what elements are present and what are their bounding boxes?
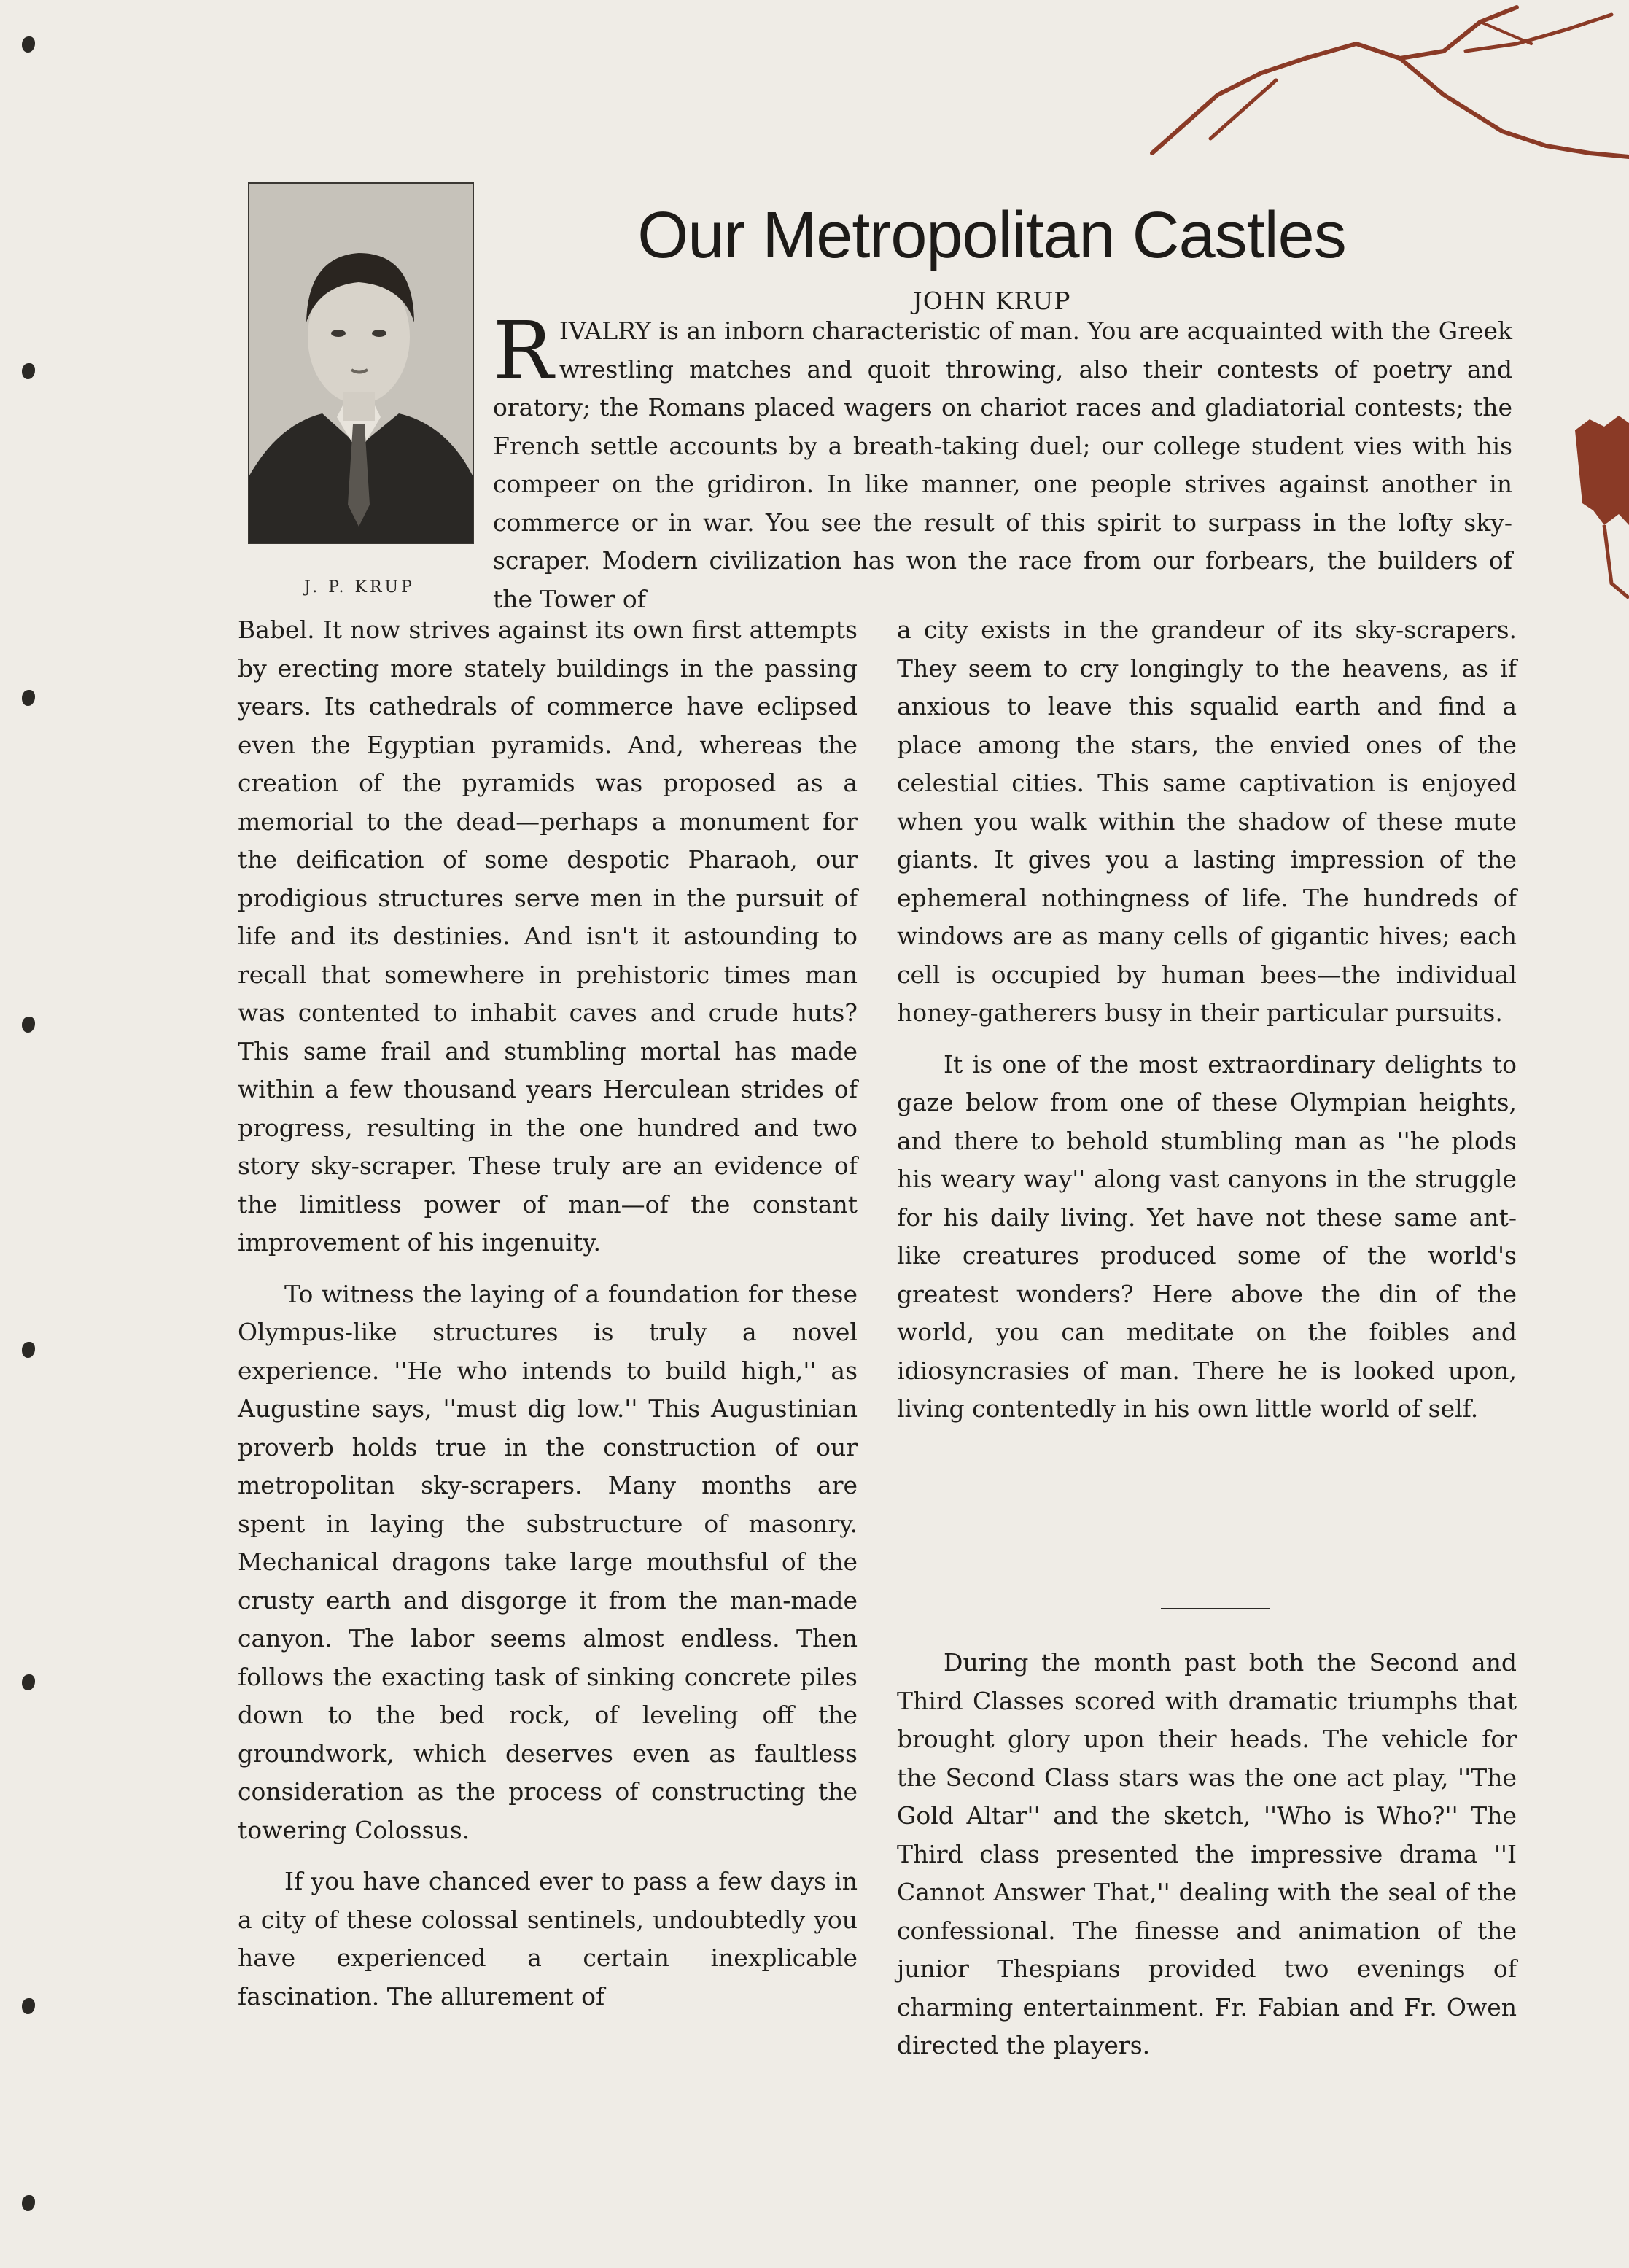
- binder-hole: [22, 36, 35, 53]
- drop-cap: R: [493, 304, 553, 397]
- binder-hole: [22, 363, 35, 379]
- binder-hole: [22, 1017, 35, 1033]
- binder-hole: [22, 690, 35, 706]
- paragraph: a city exists in the grandeur of its sky-scrapers. They seem to cry longingly to the heavens, as if anxious to leave this squalid earth and find a place among the stars, the envied ones of the celestial cities. This same captivation is enjoyed when you walk within the shadow of these mute giants. It gives you a lasting impression of the ephemeral nothingness of life. The hundreds of windows are as many cells of gigantic hives; each cell is occupied by human bees—the individual honey-gatherers busy in their particular pursuits.: [897, 615, 1517, 1027]
- article-title: Our Metropolitan Castles: [637, 199, 1346, 272]
- intro-paragraph: [493, 304, 1512, 618]
- author-photo: [248, 182, 474, 544]
- binder-hole: [22, 2195, 35, 2211]
- article-author: JOHN KRUP: [912, 287, 1071, 315]
- paragraph: To witness the laying of a foundation for these Olympus-like structures is truly a novel experience. ''He who intends to build high,'' as Augustine says, ''must dig low.'' This Augustinian proverb holds true in the construction of our metropolitan sky-scrapers. Many months are spent in laying the substructure of masonry. Mechanical dragons take large mouthsful of the crusty earth and disgorge it from the man-made canyon. The labor seems almost endless. Then follows the exacting task of sinking concrete piles down to the bed rock, of leveling off the groundwork, which deserves even as faultless consideration as the process of constructing the towering Colossus.: [238, 1279, 858, 1844]
- paragraph: Babel. It now strives against its own first attempts by erecting more stately buildings in the passing years. Its cathedrals of commerce have eclipsed even the Egyptian pyramids. And, whereas the creation of the pyramids was proposed as a memorial to the dead—perhaps a monument for the deification of some despotic Pharaoh, our prodigious structures serve men in the pursuit of life and its destinies. And isn't it astounding to recall that somewhere in prehistoric times man was contented to inhabit caves and crude huts? This same frail and stumbling mortal has made within a few thousand years Herculean strides of progress, resulting in the one hundred and two story sky-scraper. These truly are an evidence of the limitless power of man—of the constant improvement of his ingenuity.: [238, 615, 858, 1257]
- paragraph: If you have chanced ever to pass a few days in a city of these colossal sentinels, undoubtedly you have experienced a certain inexplicable fascination. The allurement of: [238, 1867, 858, 2011]
- news-section: [897, 1644, 1517, 2078]
- binder-hole: [22, 1342, 35, 1358]
- paragraph: It is one of the most extraordinary delights to gaze below from one of these Olympian heights, and there to behold stumbling man as ''he plods his weary way'' along vast canyons in the struggle for his daily living. Yet have not these same ant-like creatures produced some of the world's greatest wonders? Here above the din of the world, you can meditate on the foibles and idiosyncrasies of man. There he is looked upon, living contentedly in his own little world of self.: [897, 1049, 1517, 1423]
- intro-text: IVALRY is an inborn characteristic of man. You are acquainted with the Greek wrestling matches and quoit throwing, also their contests of poetry and oratory; the Romans placed wagers on chariot races and gladiatorial contests; the French settle accounts by a breath-taking duel; our college student vies with his compeer on the gridiron. In like manner, one people strives against another in commerce or in war. You see the result of this spirit to surpass in the lofty sky-scraper. Modern civilization has won the race from our forbears, the builders of the Tower of: [493, 316, 1512, 613]
- binder-hole: [22, 1998, 35, 2014]
- left-column: [238, 611, 858, 2029]
- binder-hole: [22, 1674, 35, 1690]
- portrait-illustration: [249, 184, 473, 543]
- right-column: [897, 611, 1517, 1442]
- photo-caption: J. P. KRUP: [304, 578, 415, 597]
- section-divider: [1161, 1608, 1270, 1609]
- paragraph: During the month past both the Second and Third Classes scored with dramatic triumphs that brought glory upon their heads. The vehicle for the Second Class stars was the one act play, ''The Gold Altar'' and the sketch, ''Who is Who?'' The Third class presented the impressive drama ''I Cannot Answer That,'' dealing with the seal of the confessional. The finesse and animation of the junior Thespians provided two evenings of charming entertainment. Fr. Fabian and Fr. Owen directed the players.: [897, 1648, 1517, 2059]
